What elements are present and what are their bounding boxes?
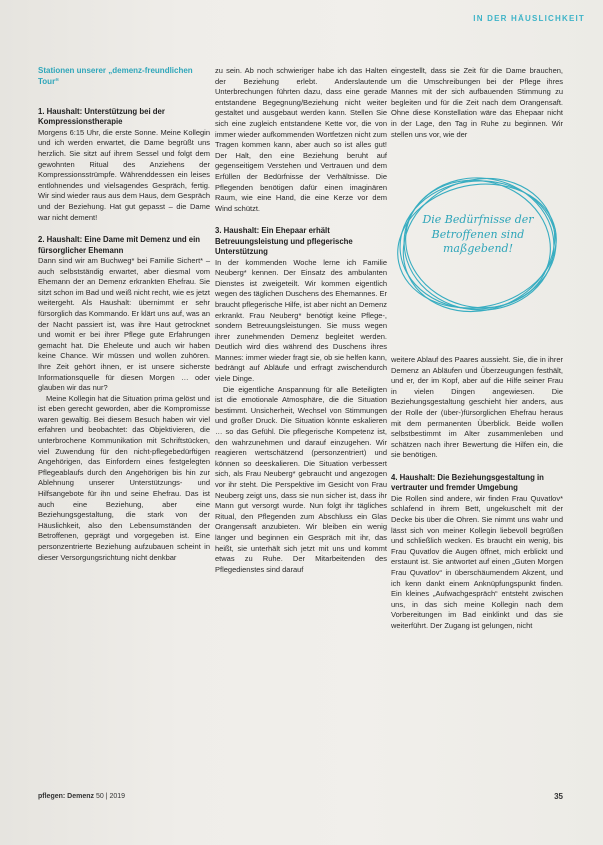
column-intro-text: zu sein. Ab noch schwieriger habe ich das Halten der Beziehung erlebt. Anderslautende Unterbrechungen führten dazu, dass eine gerade entstandene Begegnung/Beziehung nicht weiter gestaltet und ausgebaut werden kann. Stellen Sie sich eine zugleich entstandene Kette vor, die von immer wieder aufkommenden Wortfetzen nicht zum Tragen kommen kann, aber auch so ist alles gut! Der Halt, den eine Beziehung beruht auf gegenseitigem Verstehen und Vertrauen und dem Erfüllen der Bedürfnisse der Verhältnisse. Die Pflegenden benötigen dafür einen imaginären Raum, wie eine Hand, die eine Kerze vor dem Wind schützt. xyxy=(215,66,387,213)
journal-issue: 50 | 2019 xyxy=(95,793,126,800)
section-heading: 3. Haushalt: Ein Ehepaar erhält Betreuungsleistung und pflegerische Unterstützung xyxy=(215,226,353,257)
article-kicker: Stationen unserer „demenz-freundlichen Tour“ xyxy=(38,66,193,86)
section-household-1 xyxy=(38,107,210,223)
column-continuation-text: weitere Ablauf des Paares aussieht. Sie, die in ihrer Demenz an Abläufen und Überzeugungen festhält, und er, der im Kopf, aber auf die Hilfe seiner Frau in vielen Dingen angewiesen. Die Beziehungsgestaltung geschieht hier anders, aus der Rolle der (über-)fürsorglichen Ehefrau heraus mit dem permanenten Überblick. Beide wollen selbstbestimmt im Alter zusammenleben und schätzen nach ihrer Bewertung die Hilfen ein, die sie benötigen. xyxy=(391,355,563,460)
journal-name: pflegen: Demenz xyxy=(38,793,95,800)
section-paragraph: In der kommenden Woche lerne ich Familie Neuberg* kennen. Der Einsatz des ambulanten Dienstes ist zweigeteilt. Wir kommen eigentlich wegen des täglichen Duschens des Ehemannes. Er braucht pflegerische Hilfe, ist aber nicht an Demenz erkrankt. Frau Neuberg* benötigt keine Pflege-, sondern Betreuungsleistungen. Sie muss wegen ihrer zunehmenden Demenz begleitet werden. Deutlich wird dies während des Duschens ihres Mannes: immer wieder fragt sie, ob sie helfen kann, bedrängt auf Abläufe und erfragt zwischendurch viele Dinge. xyxy=(215,257,387,384)
section-household-2 xyxy=(38,235,210,563)
section-heading: 2. Haushalt: Eine Dame mit Demenz und ein fürsorglicher Ehemann xyxy=(38,235,201,255)
section-household-4 xyxy=(391,473,563,632)
section-paragraph: Dann sind wir am Buchweg* bei Familie Sichert* – auch selbstständig erwartet, aber diesmal vom Ehemann der an Demenz erkrankten Ehefrau. Sie sitzt schon im Bad und weiß nicht recht, wie es jetzt weitergeht. Als Haushalt: übernimmt er sehr fürsorglich das Kommando. Er klärt uns auf, was an der Nacht passiert ist, was ihre Haut getrocknet und womit er bei ihrer Pflege gute Erfahrungen gemacht hat. Die Eheleute und auch wir haben keine Chance. Wir müssen und wollen zuhören. Ihre Zeit gehört ihnen, er ist unsere sicherste Informationsquelle für diesen Morgen … oder glauben wir das nur? xyxy=(38,255,210,393)
page-number: 35 xyxy=(554,792,563,801)
section-paragraph: Meine Kollegin hat die Situation prima gelöst und ist eben gerecht geworden, aber die Kompromisse waren gewaltig. Bei diesem Besuch haben wir viel erfahren und beobachtet: das Objektivieren, die unterbrochene Kommunikation mit Schriftstücken, viel Zuwendung für den nicht-pflegebedürftigen Angehörigen, das Einfordern eines festgelegten Pflegeablaufs durch den Angehörigen bis hin zur Ablehnung unserer Unterstützungs- und Hilfsangebote für ihn und seine Ehefrau. Das ist auch eine Beziehung, aber eine Beziehungsgestaltung, die stark von der Häuslichkeit, also den Lebensumständen der Betroffenen, geprägt und vorgegeben ist. Eine personzentrierte Beziehung aufzubauen scheint in dieser Versorgungsrichtung nicht denkbar xyxy=(38,393,210,562)
section-heading: 4. Haushalt: Die Beziehungsgestaltung in vertrauter und fremder Umgebung xyxy=(391,472,544,493)
pull-quote: Die Bedürfnisse der Betroffenen sind maßgebend! xyxy=(422,213,534,255)
section-paragraph: Die eigentliche Anspannung für alle Beteiligten ist die emotionale Atmosphäre, die die Situation bestimmt. Unsicherheit, Wechsel von Stimmungen und großer Druck. Die Situation könnte eskalieren … so das Gefühl. Die pflegerische Kompetenz ist, den wahrzunehmen und darauf einzugehen. Wir reagieren wertschätzend (personzentriert) und können so deeskalieren. Die Situation verbessert sich, als Frau Neuberg* gebraucht und angezogen vor ihr steht. Die Perspektive im Gesicht von Frau Neuberg zeigt uns, dass sie nun sicher ist, dass ihr Mann gut versorgt wurde. Nun folgt ihr tägliches Ritual, den Pflegenden zum Abschluss ein Glas Orangensaft anzubieten. Wir bleiben ein wenig länger und beginnen ein Gespräch mit ihr, das heißt, sie unterhält sich jetzt mit uns und kommt etwas zu Ruhe. Der Mitarbeitenden des Pflegedienstes sind darauf xyxy=(215,384,387,574)
section-rubric: IN DER HÄUSLICHKEIT xyxy=(473,14,585,23)
footer-journal xyxy=(38,793,125,800)
section-heading: 1. Haushalt: Unterstützung bei der Kompressionstherapie xyxy=(38,107,165,127)
column-intro-text: eingestellt, dass sie Zeit für die Dame brauchen, um die Umschreibungen bei der Pflege ihres Mannes mit der sich aufbauenden Stimmung zu begleiten und für die Zeit nach dem Orangensaft. Ohne diese Konstellation wäre das Ehepaar nicht in der Lage, den Tag in Ruhe zu beginnen. Wir stellen uns vor, wie der xyxy=(391,66,563,139)
column-3-lower xyxy=(391,355,563,631)
section-text: Morgens 6:15 Uhr, die erste Sonne. Meine Kollegin und ich werden erwartet, die Dame begrüßt uns herzlich. Sie sitzt auf ihrem Sessel und folgt dem gewohnten Ritual des Anziehens der Kompressionsstrümpfe. Währenddessen ein leises entlohnendes und vielsagendes Gespräch, fertig. Wir sind wieder raus aus dem Haus, dem Gespräch und der Beziehung. Hat gut gepasst – die Dame war nicht dement! xyxy=(38,127,210,222)
section-text: Die Rollen sind andere, wir finden Frau Quvatlov* schlafend in ihrem Bett, ungekuschelt mit der Decke bis über die Ohren. Sie nimmt uns wahr und lässt sich von meiner Kollegin liebevoll begrüßen und schließlich wecken. Es braucht ein wenig, bis Frau Quvatlov die Augen öffnet, mich erblickt und erstaunt ist. Sie antwortet auf einen „Guten Morgen Frau Quvatlov“ in überschäumendem Akzent, und ich kenn dankt einem Anknüpfungspunkt finden. Ein kleines „Aufwachgespräch“ entsteht zwischen uns, in das sich meine Kollegin nach dem Vorbereitungen im Bad einklinkt und das sie weiterführt. Der Zugang ist gelungen, nicht xyxy=(391,493,563,630)
column-1 xyxy=(38,66,210,563)
column-2 xyxy=(215,66,387,575)
section-household-3 xyxy=(215,226,387,575)
